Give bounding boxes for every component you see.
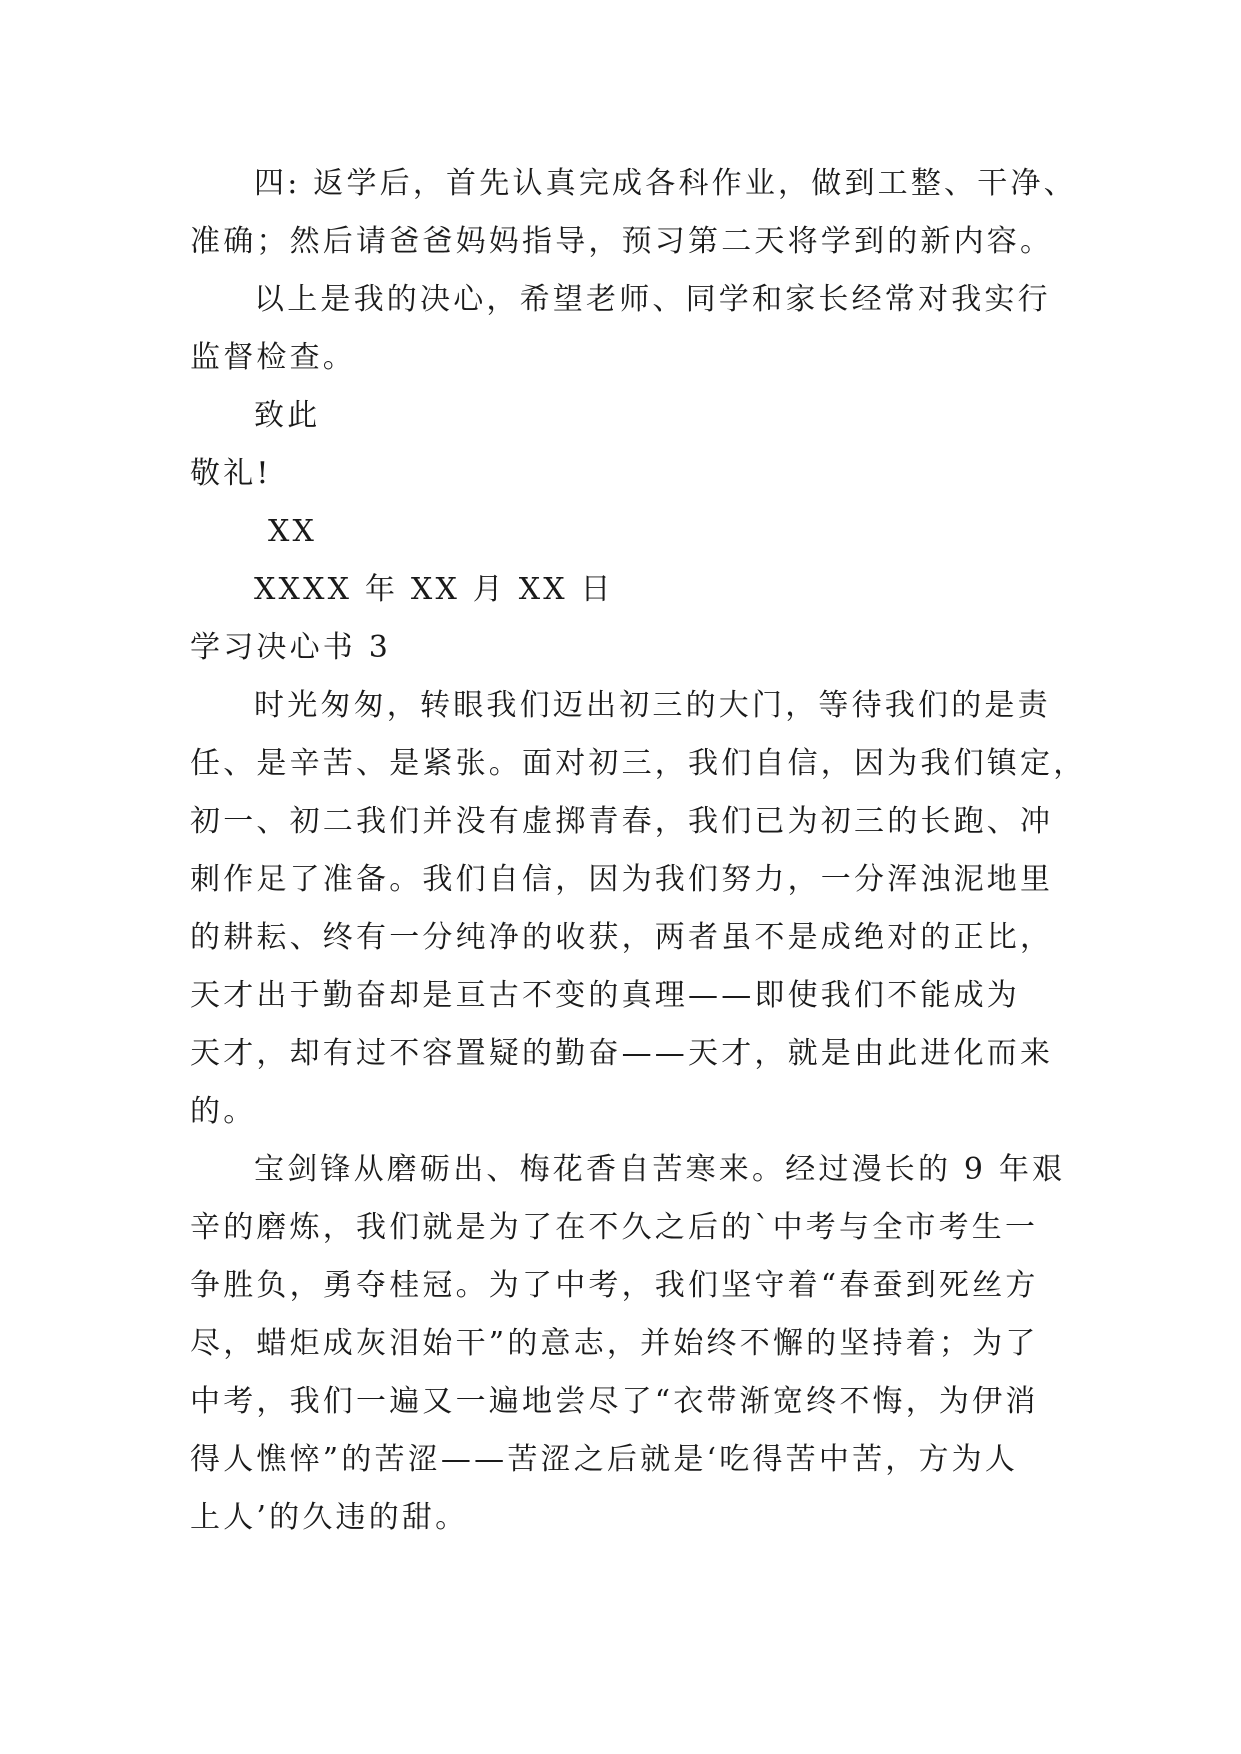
- section-heading: 学习决心书 3: [190, 630, 392, 665]
- closing-line: 致此: [254, 398, 321, 433]
- paragraph-line: 宝剑锋从磨砺出、梅花香自苦寒来。经过漫长的 9 年艰: [254, 1152, 1066, 1187]
- paragraph-line: 以上是我的决心，希望老师、同学和家长经常对我实行: [254, 282, 1051, 317]
- paragraph-line: 上人’的久违的甜。: [190, 1500, 469, 1535]
- salutation-line: 敬礼!: [190, 456, 272, 491]
- paragraph-line: 尽，蜡炬成灰泪始干”的意志，并始终不懈的坚持着；为了: [190, 1326, 1039, 1361]
- paragraph-line: 四: 返学后，首先认真完成各科作业，做到工整、干净、: [254, 166, 1077, 201]
- paragraph-line: 任、是辛苦、是紧张。面对初三，我们自信，因为我们镇定，: [190, 746, 1087, 781]
- paragraph-line: 辛的磨炼，我们就是为了在不久之后的`中考与全市考生一: [190, 1210, 1039, 1245]
- signature-date: XXXX 年 XX 月 XX 日: [254, 572, 614, 607]
- paragraph-line: 准确；然后请爸爸妈妈指导，预习第二天将学到的新内容。: [190, 224, 1054, 259]
- paragraph-line: 刺作足了准备。我们自信，因为我们努力，一分浑浊泥地里: [190, 862, 1054, 897]
- paragraph-line: 的耕耘、终有一分纯净的收获，两者虽不是成绝对的正比，: [190, 920, 1054, 955]
- paragraph-line: 的。: [190, 1094, 257, 1129]
- paragraph-line: 天才出于勤奋却是亘古不变的真理——即使我们不能成为: [190, 978, 1020, 1013]
- paragraph-line: 监督检查。: [190, 340, 356, 375]
- paragraph-line: 时光匆匆，转眼我们迈出初三的大门，等待我们的是责: [254, 688, 1051, 723]
- paragraph-line: 争胜负，勇夺桂冠。为了中考，我们坚守着“春蚕到死丝方: [190, 1268, 1039, 1303]
- paragraph-line: 中考，我们一遍又一遍地尝尽了“衣带渐宽终不悔，为伊消: [190, 1384, 1039, 1419]
- signature-name: XX: [268, 514, 318, 549]
- paragraph-line: 得人憔悴”的苦涩——苦涩之后就是‘吃得苦中苦，方为人: [190, 1442, 1019, 1477]
- paragraph-line: 初一、初二我们并没有虚掷青春，我们已为初三的长跑、冲: [190, 804, 1054, 839]
- paragraph-line: 天才，却有过不容置疑的勤奋——天才，就是由此进化而来: [190, 1036, 1054, 1071]
